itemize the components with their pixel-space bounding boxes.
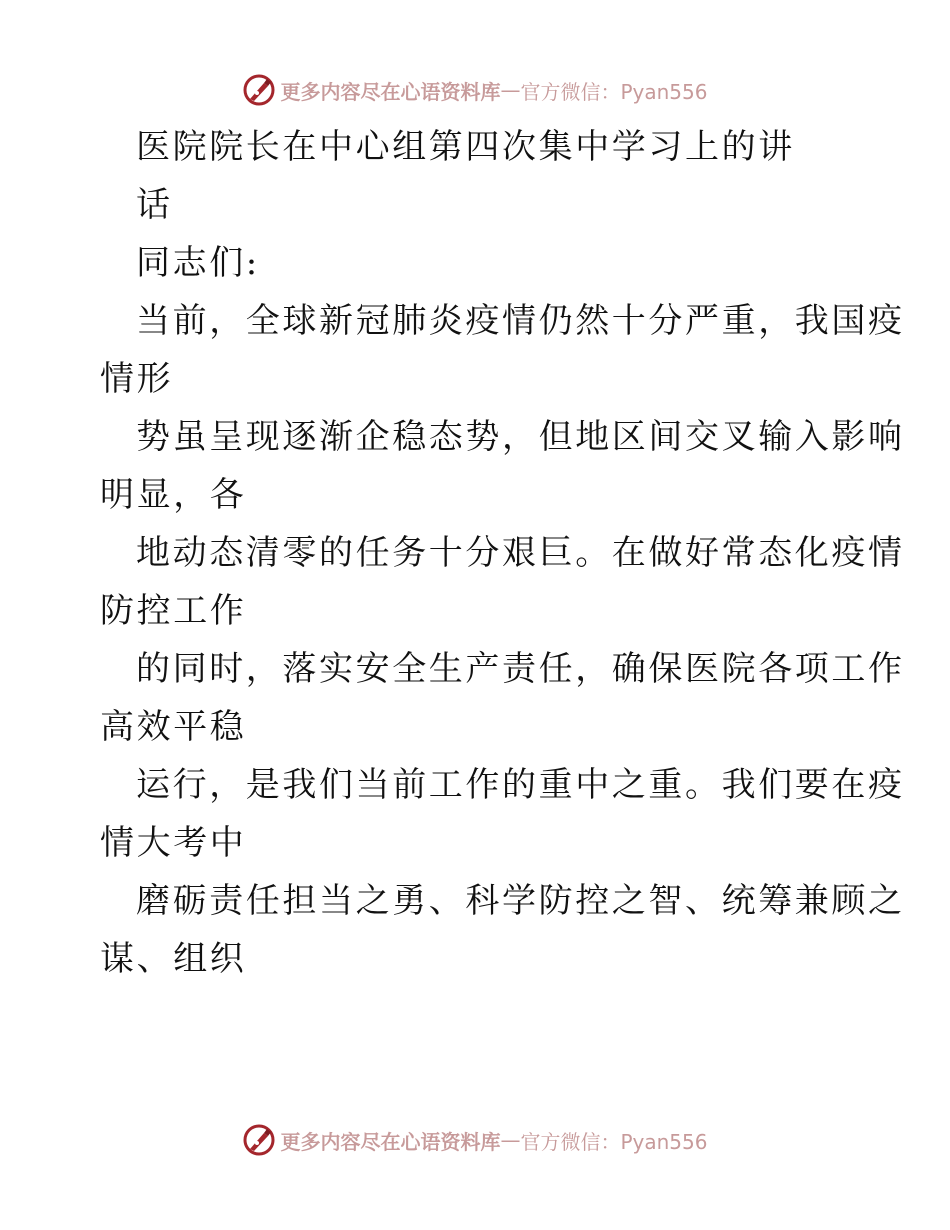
header-watermark-banner	[0, 70, 950, 110]
banner-wechat: 官方微信：Pyan556	[520, 1129, 708, 1154]
pen-logo-icon	[242, 1123, 276, 1157]
banner-dash: —	[500, 78, 521, 102]
salutation: 同志们:	[136, 243, 260, 283]
paragraph-line: 势虽呈现逐渐企稳态势，但地区间交叉输入影响	[136, 417, 905, 457]
paragraph-line: 高效平稳	[100, 707, 247, 747]
paragraph-line: 运行，是我们当前工作的重中之重。我们要在疫	[136, 765, 905, 805]
banner-dash: —	[500, 1128, 521, 1152]
paragraph-line: 情大考中	[100, 823, 247, 863]
pen-logo-icon	[242, 73, 276, 107]
paragraph-line: 当前，全球新冠肺炎疫情仍然十分严重，我国疫	[136, 301, 905, 341]
paragraph-line: 谋、组织	[100, 939, 247, 979]
paragraph-line: 地动态清零的任务十分艰巨。在做好常态化疫情	[136, 533, 905, 573]
banner-text: 更多内容尽在心语资料库	[280, 79, 501, 104]
footer-watermark-banner	[0, 1120, 950, 1160]
paragraph-line: 的同时，落实安全生产责任，确保医院各项工作	[136, 649, 905, 689]
paragraph-line: 明显，各	[100, 475, 247, 515]
banner-text: 更多内容尽在心语资料库	[280, 1129, 501, 1154]
paragraph-line: 防控工作	[100, 591, 247, 631]
paragraph-line: 情形	[100, 359, 174, 399]
paragraph-line: 磨砺责任担当之勇、科学防控之智、统筹兼顾之	[136, 881, 905, 921]
document-body	[100, 118, 905, 988]
document-title-line-1: 医院院长在中心组第四次集中学习上的讲	[136, 127, 795, 167]
banner-wechat: 官方微信：Pyan556	[520, 79, 708, 104]
document-title-line-2: 话	[136, 185, 173, 225]
